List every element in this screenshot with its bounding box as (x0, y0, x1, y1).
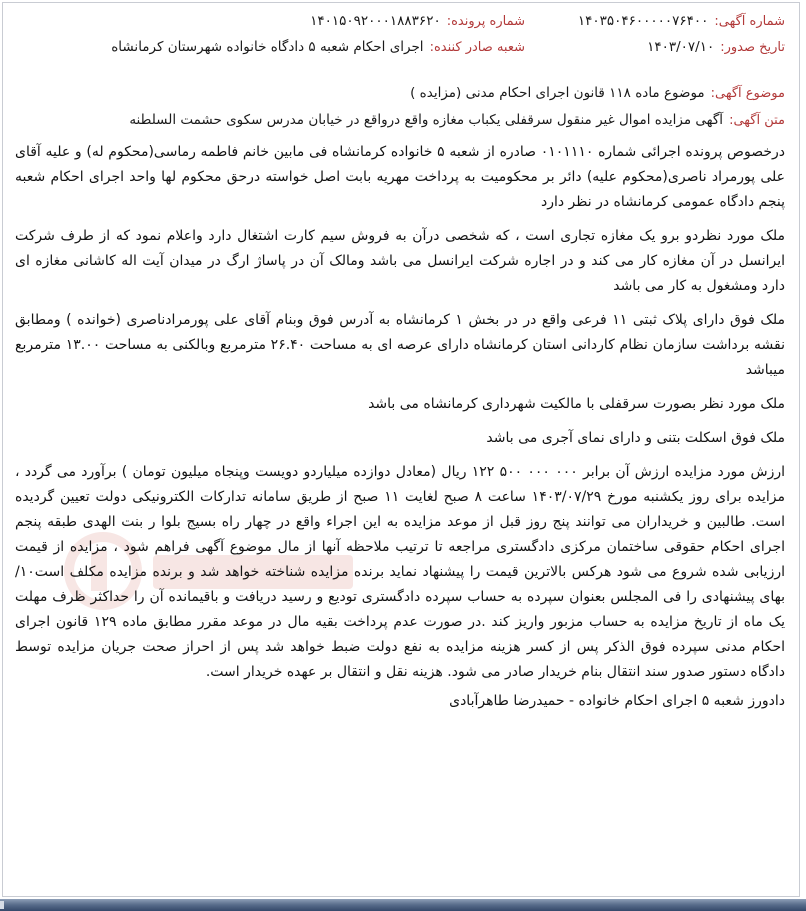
issuing-branch-value: اجرای احکام شعبه ۵ دادگاه خانواده شهرستان کرمانشاه (111, 39, 424, 55)
header-row-1 (15, 13, 785, 39)
subject-row (15, 85, 785, 101)
subject-label: موضوع آگهی: (710, 86, 785, 101)
case-number (15, 13, 565, 29)
paragraph-auction-terms: ارزش مورد مزایده ارزش آن برابر ۰۰۰ ۰۰۰ ۵۰۰ ۱۲۲ ریال (معادل دوازده میلیاردو دویست وپنجاه میلیون تومان ) برآورد می گردد ، مزایده برای روز یکشنبه مورخ ۱۴۰۳/۰۷/۲۹ ساعت ۸ صبح لغایت ۱۱ صبح از طریق سامانه تدارکات الکترونیکی دولت تعیین گردیده است. طالبین و خریداران می توانند پنج روز قبل از موعد مزایده به این اجراء واقع در چهار راه بسیج بلوا ر بنت الهدی طبقه پنجم اجرای احکام حقوقی ساختمان مرکزی دادگستری مراجعه تا ترتیب ملاحظه آنها از مال موضوع آگهی فراهم شود ، مزایده از قیمت ارزیابی شده شروع می شود هرکس بالاترین قیمت را پیشنهاد نماید برنده مزایده شناخته خواهد شد و برنده مزایده مکلف است۱۰/ بهای پیشنهادی را فی المجلس بعنوان سپرده به حساب سپرده دادگستری تودیع و رسید دریافت و باقیمانده آن را حداکثر ظرف مهلت یک ماه از تاریخ مزایده به حساب مزبور واریز کند .در صورت عدم پرداخت بقیه مال در موعد مقرر مطابق ماده ۱۲۹ قانون اجرای احکام مدنی سپرده فوق الذکر پس از کسر هزینه مزایده به نفع دولت ضبط خواهد شد پس از احراز صحت جریان مزایده توسط دادگاه دستور صدور سند انتقال بنام خریدار صادر می شود. هزینه نقل و انتقال بر عهده خریدار است. (15, 464, 786, 680)
case-number-label: شماره پرونده: (446, 14, 525, 29)
paragraph-case-details: درخصوص پرونده اجرائی شماره ۰۱۰۱۱۱۰ صادره از شعبه ۵ خانواده کرمانشاه فی مابین خانم فاطمه رماسی(محکوم له) و علیه آقای علی پورمراد ناصری(محکوم علیه) دائر بر محکومیت به پرداخت مهریه بابت اصل خواسته درحق محکوم لها واحد اجرای احکام شعبه پنجم دادگاه عمومی کرمانشاه در نظر دارد (15, 144, 785, 210)
issue-date (565, 39, 785, 55)
notice-content (15, 13, 785, 714)
paragraph-structure: ملک فوق اسکلت بتنی و دارای نمای آجری می باشد (486, 430, 785, 446)
notice-panel (2, 2, 800, 897)
bottom-scrollbar[interactable] (0, 899, 806, 911)
issuing-branch-label: شعبه صادر کننده: (429, 40, 525, 55)
paragraph-property-use: ملک مورد نظردو برو یک مغازه تجاری است ، که شخصی درآن به فروش سیم کارت اشتغال دارد واعلام نمود که از طرف شرکت ایرانسل در آن مغازه کار می کند و در اجاره شرکت ایرانسل می باشد ومالک آن در پاساژ ارگ در میدان آیت اله کاشانی مغازه ای دارد ومشغول به کار می باشد (15, 228, 785, 294)
notice-text-label: متن آگهی: (729, 113, 785, 128)
scrollbar-handle[interactable] (0, 901, 4, 909)
header-row-2 (15, 39, 785, 65)
notice-text-value: آگهی مزایده اموال غیر منقول سرقفلی یکباب مغازه واقع درواقع در خیابان مدرس سکوی حشمت السلطنه (129, 112, 724, 128)
issue-date-value: ۱۴۰۳/۰۷/۱۰ (647, 39, 715, 55)
issuing-branch (15, 39, 565, 55)
paragraph-registration: ملک فوق دارای پلاک ثبتی ۱۱ فرعی واقع در در بخش ۱ کرمانشاه به آدرس فوق وبنام آقای علی پورمرادناصری (خوانده ) ومطابق نقشه برداشت سازمان نظام کاردانی استان کرمانشاه دارای عرصه ای به مساحت ۲۶.۴۰ مترمربع وبالکنی به مساحت ۱۳.۰۰ مترمربع میباشد (15, 312, 785, 378)
notice-number-label: شماره آگهی: (714, 14, 785, 29)
notice-number (565, 13, 785, 29)
notice-number-value: ۱۴۰۳۵۰۴۶۰۰۰۰۰۷۶۴۰۰ (577, 13, 709, 29)
notice-text-row (15, 112, 785, 128)
subject-value: موضوع ماده ۱۱۸ قانون اجرای احکام مدنی (مزایده ) (410, 85, 705, 101)
case-number-value: ۱۴۰۱۵۰۹۲۰۰۰۱۸۸۳۶۲۰ (310, 13, 441, 29)
paragraph-ownership: ملک مورد نظر بصورت سرقفلی با مالکیت شهرداری کرمانشاه می باشد (368, 396, 785, 412)
issue-date-label: تاریخ صدور: (720, 40, 785, 55)
signature: دادورز شعبه ۵ اجرای احکام خانواده - حمیدرضا طاهرآبادی (449, 693, 785, 709)
